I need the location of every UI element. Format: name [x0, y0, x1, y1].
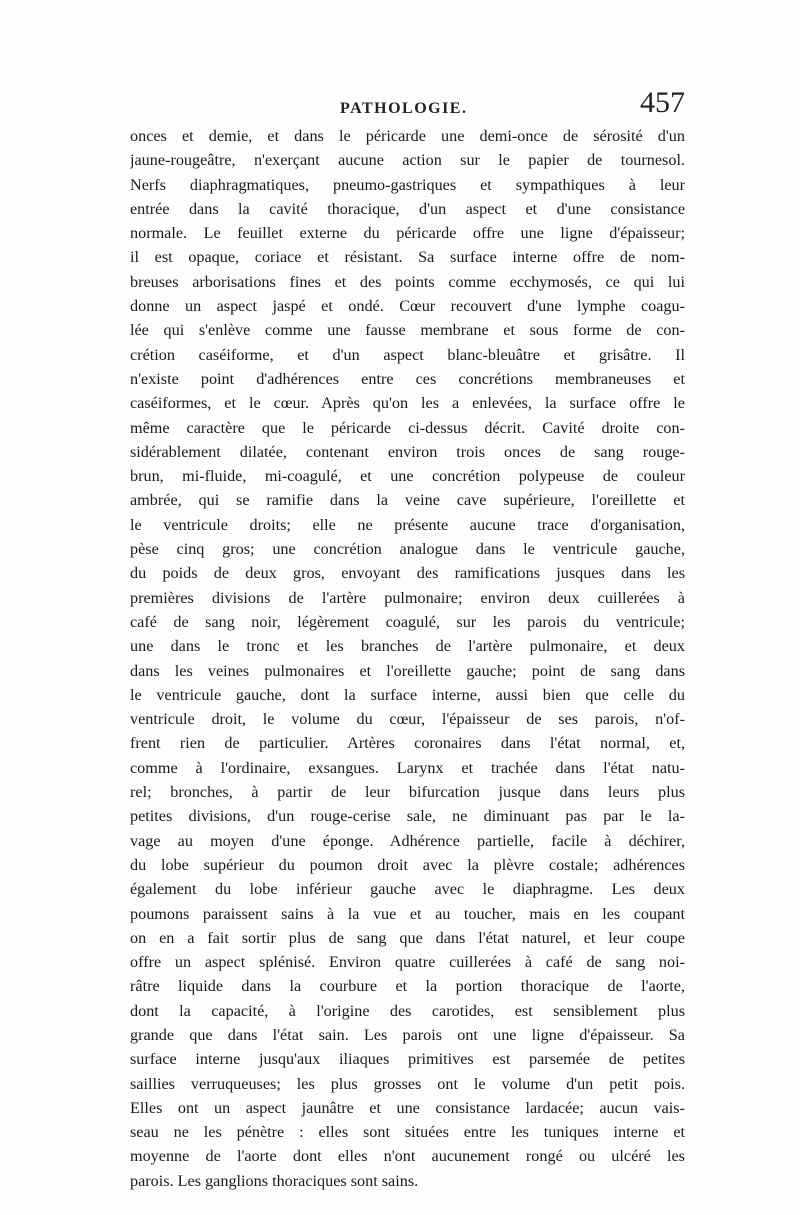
text-line: on en a fait sortir plus de sang que dans l'état naturel, et leur coupe	[130, 928, 685, 947]
text-line: entrée dans la cavité thoracique, d'un aspect et d'une consistance	[130, 199, 685, 218]
text-line: caséiformes, et le cœur. Après qu'on les a enlevées, la surface offre le	[130, 394, 685, 413]
page-header	[130, 86, 685, 126]
text-line: le ventricule gauche, dont la surface interne, aussi bien que celle du	[130, 685, 685, 704]
text-line: petites divisions, d'un rouge-cerise sale, ne diminuant pas par le la-	[130, 807, 685, 826]
text-line: vage au moyen d'une éponge. Adhérence partielle, facile à déchirer,	[130, 831, 685, 850]
body-text	[130, 124, 685, 1193]
text-line: café de sang noir, légèrement coagulé, sur les parois du ventricule;	[130, 612, 685, 631]
text-line: même caractère que le péricarde ci-dessus décrit. Cavité droite con-	[130, 418, 685, 437]
text-line: jaune-rougeâtre, n'exerçant aucune action sur le papier de tournesol.	[130, 151, 685, 170]
text-line: le ventricule droits; elle ne présente aucune trace d'organisation,	[130, 515, 685, 534]
text-line: normale. Le feuillet externe du péricarde offre une ligne d'épaisseur;	[130, 224, 685, 243]
text-line: comme à l'ordinaire, exsangues. Larynx et trachée dans l'état natu-	[130, 758, 685, 777]
text-line: grande que dans l'état sain. Les parois ont une ligne d'épaisseur. Sa	[130, 1025, 685, 1044]
text-line: dont la capacité, à l'origine des carotides, est sensiblement plus	[130, 1001, 685, 1020]
page-number: 457	[640, 86, 685, 119]
text-line: donne un aspect jaspé et ondé. Cœur recouvert d'une lymphe coagu-	[130, 297, 685, 316]
text-line: sidérablement dilatée, contenant environ trois onces de sang rouge-	[130, 442, 685, 461]
text-line: également du lobe inférieur gauche avec le diaphragme. Les deux	[130, 880, 685, 899]
text-line: pèse cinq gros; une concrétion analogue dans le ventricule gauche,	[130, 540, 685, 559]
text-line: rel; bronches, à partir de leur bifurcation jusque dans leurs plus	[130, 783, 685, 802]
text-line: saillies verruqueuses; les plus grosses ont le volume d'un petit pois.	[130, 1074, 685, 1093]
text-line: ambrée, qui se ramifie dans la veine cave supérieure, l'oreillette et	[130, 491, 685, 510]
text-line: brun, mi-fluide, mi-coagulé, et une concrétion polypeuse de couleur	[130, 467, 685, 486]
running-head: PATHOLOGIE.	[340, 100, 468, 117]
text-line: Elles ont un aspect jaunâtre et une consistance lardacée; aucun vais-	[130, 1098, 685, 1117]
text-line: du lobe supérieur du poumon droit avec la plèvre costale; adhérences	[130, 855, 685, 874]
text-line: offre un aspect splénisé. Environ quatre cuillerées à café de sang noi-	[130, 953, 685, 972]
text-line: une dans le tronc et les branches de l'artère pulmonaire, et deux	[130, 637, 685, 656]
text-line: du poids de deux gros, envoyant des ramifications jusques dans les	[130, 564, 685, 583]
text-line: il est opaque, coriace et résistant. Sa surface interne offre de nom-	[130, 248, 685, 267]
text-line: râtre liquide dans la courbure et la portion thoracique de l'aorte,	[130, 977, 685, 996]
text-line: Nerfs diaphragmatiques, pneumo-gastriques et sympathiques à leur	[130, 175, 685, 194]
text-line: onces et demie, et dans le péricarde une demi-once de sérosité d'un	[130, 127, 685, 145]
text-line: n'existe point d'adhérences entre ces concrétions membraneuses et	[130, 369, 685, 388]
text-line: ventricule droit, le volume du cœur, l'épaisseur de ses parois, n'of-	[130, 710, 685, 729]
text-line: parois. Les ganglions thoraciques sont sains.	[130, 1171, 419, 1190]
text-line: breuses arborisations fines et des points comme ecchymosés, ce qui lui	[130, 272, 685, 291]
text-line: frent rien de particulier. Artères coronaires dans l'état normal, et,	[130, 734, 685, 753]
text-line: dans les veines pulmonaires et l'oreillette gauche; point de sang dans	[130, 661, 685, 680]
text-line: moyenne de l'aorte dont elles n'ont aucunement rongé ou ulcéré les	[130, 1147, 685, 1166]
text-line: crétion caséiforme, et d'un aspect blanc-bleuâtre et grisâtre. Il	[130, 345, 685, 364]
text-line: lée qui s'enlève comme une fausse membrane et sous forme de con-	[130, 321, 685, 340]
text-line: poumons paraissent sains à la vue et au toucher, mais en les coupant	[130, 904, 685, 923]
text-line: premières divisions de l'artère pulmonaire; environ deux cuillerées à	[130, 588, 685, 607]
text-line: seau ne les pénètre : elles sont situées entre les tuniques interne et	[130, 1123, 685, 1142]
text-line: surface interne jusqu'aux iliaques primitives est parsemée de petites	[130, 1050, 685, 1069]
